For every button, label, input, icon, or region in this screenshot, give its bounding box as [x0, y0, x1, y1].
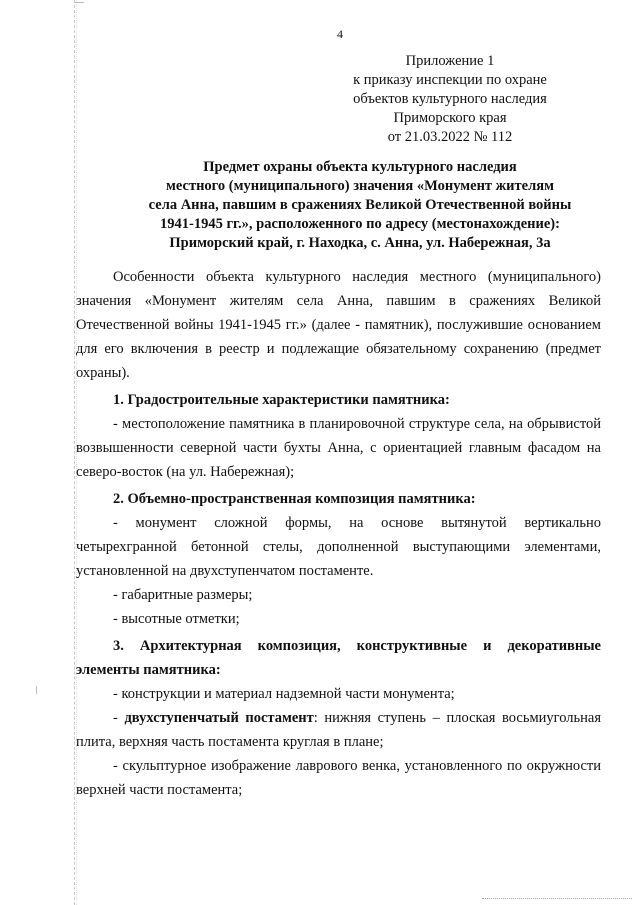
appendix-line: от 21.03.2022 № 112 [387, 129, 513, 145]
appendix-line: к приказу инспекции по охране [353, 72, 547, 88]
list-item-bold-term: двухступенчатый постамент [124, 710, 314, 726]
intro-paragraph: Особенности объекта культурного наследия местного (муниципального) значения «Монумент жителям села Анна, павшим в сражениях Великой Отечественной войны 1941-1945 гг.» (далее - памятник), послужившие основанием для его включения в реестр и подлежащие обязательному сохранению (предмет охраны). [76, 269, 601, 381]
appendix-line: Приморского края [393, 110, 507, 126]
scan-mark-top [74, 2, 84, 3]
title-line: села Анна, павшим в сражениях Великой Отечественной войны [148, 197, 572, 213]
title-line: 1941-1945 гг.», расположенного по адресу (местонахождение): [160, 216, 560, 232]
margin-scan-line [74, 0, 75, 905]
scan-mark-bottom [482, 898, 632, 899]
section-heading-architecture: 3. Архитектурная композиция, конструктивные и декоративные элементы памятника: [76, 638, 601, 678]
title-line: Приморский край, г. Находка, с. Анна, ул. Набережная, 3а [169, 235, 551, 251]
document-title [60, 158, 640, 253]
title-line: местного (муниципального) значения «Монумент жителям [166, 178, 554, 194]
scan-mark-tick [36, 686, 37, 694]
section-heading-spatial: 2. Объемно-пространственная композиция памятника: [113, 491, 476, 507]
list-item [76, 706, 601, 754]
page-number: 4 [337, 27, 343, 41]
list-item: - местоположение памятника в планировочной структуре села, на обрывистой возвышенности северной части бухты Анна, с ориентацией главным фасадом на северо-восток (на ул. Набережная); [76, 416, 601, 480]
document-body [76, 265, 601, 802]
list-item-rest: : нижняя ступень – плоская восьмиугольная плита, верхняя часть постамента круглая в плане; [76, 710, 601, 750]
list-item: - конструкции и материал надземной части монумента; [113, 686, 455, 702]
list-item: - монумент сложной формы, на основе вытянутой вертикально четырехгранной бетонной стелы, дополненной выступающими элементами, установленной на двухступенчатом постаменте. [76, 515, 601, 579]
list-item: - габаритные размеры; [113, 587, 253, 603]
appendix-line: Приложение 1 [405, 53, 495, 69]
list-item: - скульптурное изображение лаврового венка, установленного по окружности верхней части постамента; [76, 758, 601, 798]
appendix-header [330, 52, 570, 147]
title-line: Предмет охраны объекта культурного наследия [203, 159, 517, 175]
list-item-prefix: - [113, 710, 125, 726]
section-heading-urban: 1. Градостроительные характеристики памятника: [113, 392, 450, 408]
appendix-line: объектов культурного наследия [353, 91, 547, 107]
list-item: - высотные отметки; [113, 611, 240, 627]
